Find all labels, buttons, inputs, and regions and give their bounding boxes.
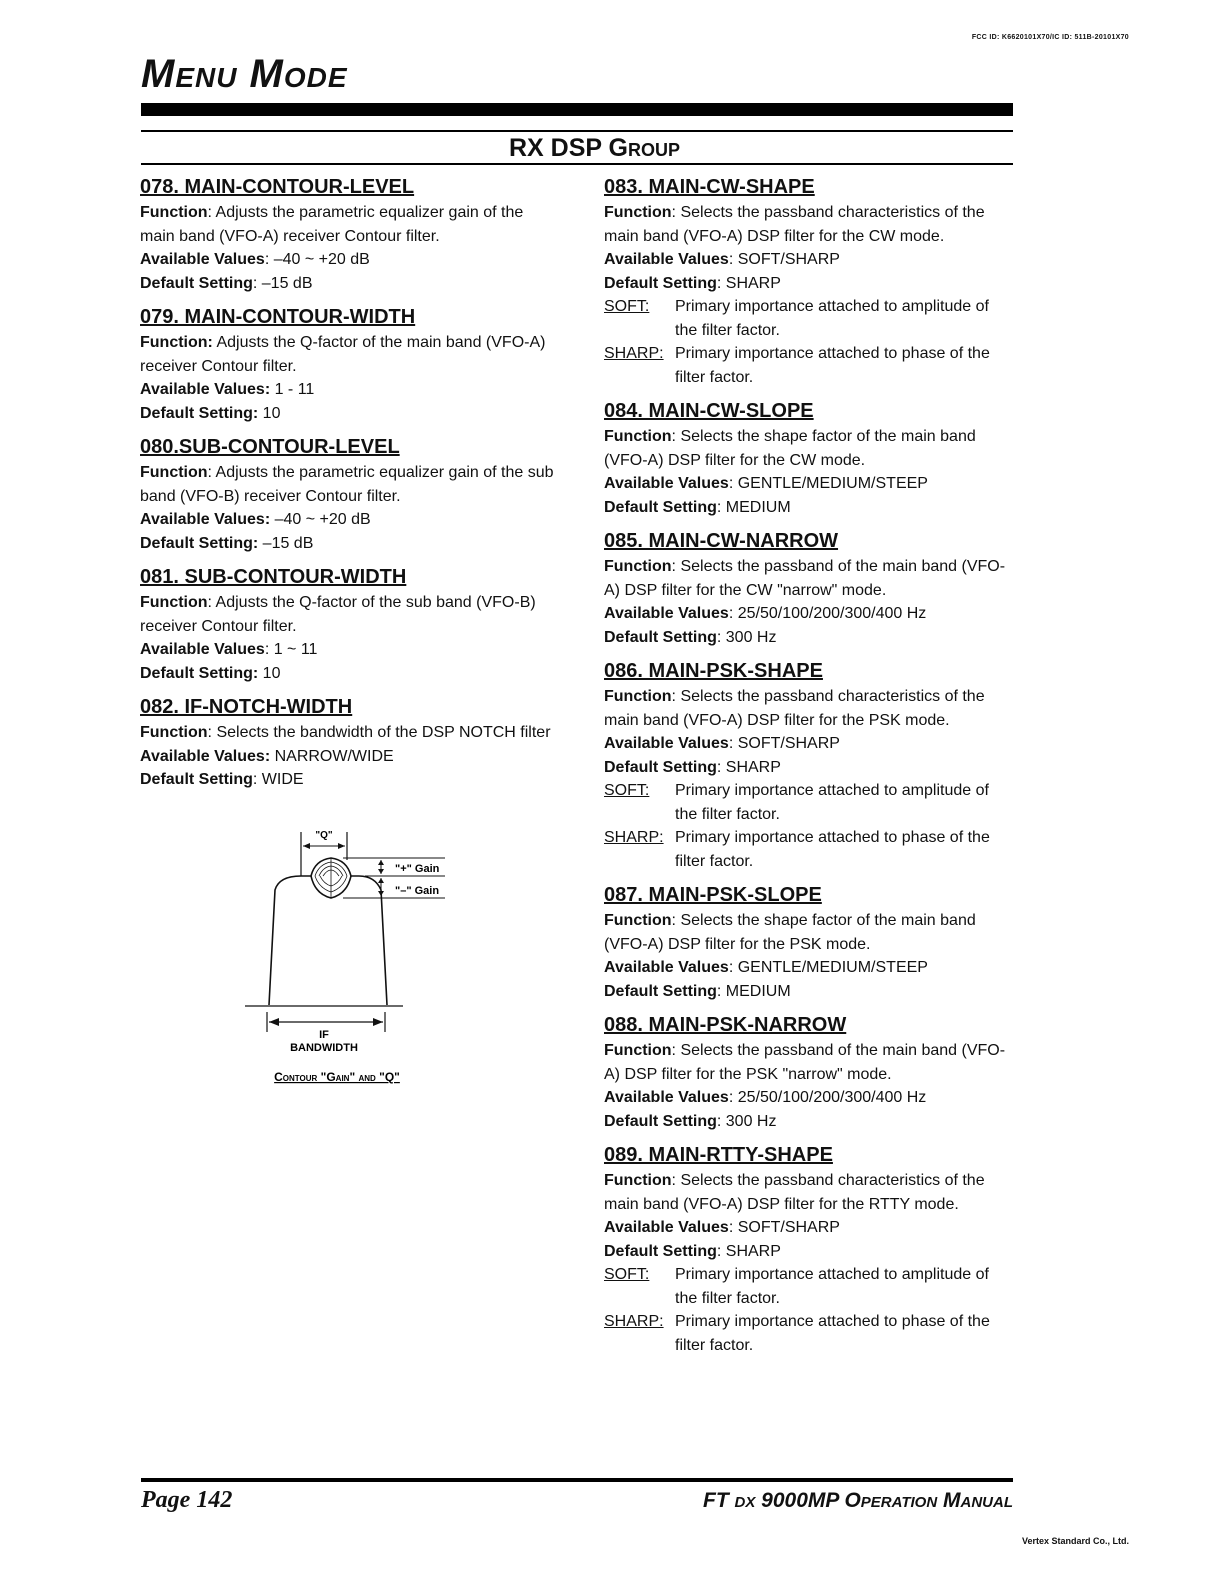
section-title: 078. MAIN-CONTOUR-LEVEL bbox=[140, 176, 415, 198]
available-values-row-label: Available Values: bbox=[140, 381, 271, 398]
default-setting-row-label: Default Setting bbox=[604, 758, 717, 776]
contour-diagram bbox=[235, 820, 475, 1090]
default-setting-row-label: Default Setting bbox=[604, 1112, 717, 1130]
default-setting-row bbox=[140, 662, 554, 686]
available-values-row-label: Available Values bbox=[604, 735, 729, 752]
option-note bbox=[604, 295, 1014, 342]
default-setting-row-label: Default Setting: bbox=[140, 404, 259, 422]
menu-item-section bbox=[140, 694, 554, 792]
default-setting-row-text: : WIDE bbox=[252, 771, 304, 788]
function-row-label: Function bbox=[604, 1042, 672, 1059]
function-row-label: Function bbox=[604, 204, 672, 221]
default-setting-row-text: : MEDIUM bbox=[716, 498, 791, 516]
available-values-row-text: : SOFT/SHARP bbox=[728, 735, 840, 752]
default-setting-row bbox=[140, 272, 554, 296]
available-values-row-label: Available Values: bbox=[140, 747, 271, 765]
function-row bbox=[140, 331, 554, 378]
available-values-row-text: : SOFT/SHARP bbox=[728, 251, 840, 268]
available-values-row bbox=[140, 638, 554, 662]
available-values-row-text: : –40 ~ +20 dB bbox=[264, 251, 370, 268]
option-note-key: SHARP: bbox=[604, 1313, 664, 1330]
menu-item-section bbox=[604, 528, 1014, 649]
diagram-caption: Contour "Gain" and "Q" bbox=[274, 1070, 400, 1084]
available-values-row bbox=[140, 508, 554, 532]
available-values-row-text: : 1 ~ 11 bbox=[264, 641, 318, 658]
available-values-row bbox=[140, 248, 554, 272]
function-row-label: Function bbox=[140, 724, 208, 741]
available-values-row-label: Available Values bbox=[140, 251, 265, 268]
section-title: 084. MAIN-CW-SLOPE bbox=[604, 400, 814, 422]
option-note bbox=[604, 1310, 1014, 1357]
available-values-row-label: Available Values bbox=[604, 251, 729, 268]
default-setting-row bbox=[140, 768, 554, 792]
default-setting-row bbox=[604, 496, 1014, 520]
section-title: 086. MAIN-PSK-SHAPE bbox=[604, 660, 823, 682]
available-values-row bbox=[604, 956, 1014, 980]
menu-item-section bbox=[604, 658, 1014, 873]
function-row-text: : Selects the passband characteristics of the main band (VFO-A) DSP filter for the RTTY mode. bbox=[604, 1172, 985, 1213]
function-row-label: Function bbox=[604, 428, 672, 445]
available-values-row-label: Available Values bbox=[604, 1219, 729, 1236]
function-row-text: : Adjusts the parametric equalizer gain of the sub band (VFO-B) receiver Contour filter. bbox=[140, 464, 554, 505]
default-setting-row-text: : SHARP bbox=[716, 758, 781, 776]
function-row-text: : Selects the passband characteristics of the main band (VFO-A) DSP filter for the CW mode. bbox=[604, 204, 985, 245]
menu-item-section bbox=[140, 434, 554, 555]
menu-item-section bbox=[604, 1012, 1014, 1133]
plus-gain-label: "+" Gain bbox=[395, 863, 440, 875]
function-row-label: Function bbox=[140, 464, 208, 481]
available-values-row bbox=[604, 1216, 1014, 1240]
section-title: 085. MAIN-CW-NARROW bbox=[604, 530, 839, 552]
available-values-row-label: Available Values: bbox=[140, 511, 271, 528]
function-row bbox=[604, 1169, 1014, 1216]
option-note-text: Primary importance attached to phase of the filter factor. bbox=[675, 829, 990, 870]
function-row-text: : Selects the shape factor of the main band (VFO-A) DSP filter for the CW mode. bbox=[604, 428, 976, 469]
section-title: 087. MAIN-PSK-SLOPE bbox=[604, 884, 822, 906]
available-values-row bbox=[140, 745, 554, 769]
option-note bbox=[604, 342, 1014, 389]
default-setting-row-text: : –15 dB bbox=[252, 274, 313, 292]
function-row-text: : Selects the shape factor of the main band (VFO-A) DSP filter for the PSK mode. bbox=[604, 912, 976, 953]
available-values-row bbox=[604, 248, 1014, 272]
default-setting-row bbox=[604, 756, 1014, 780]
minus-gain-label: "–" Gain bbox=[395, 885, 440, 897]
section-title: 083. MAIN-CW-SHAPE bbox=[604, 176, 815, 198]
manual-title: FT dx 9000MP Operation Manual bbox=[703, 1489, 1013, 1512]
function-row bbox=[604, 909, 1014, 956]
available-values-row bbox=[604, 1086, 1014, 1110]
default-setting-row-label: Default Setting bbox=[604, 1242, 717, 1260]
default-setting-row-label: Default Setting: bbox=[140, 534, 259, 552]
function-row-text: : Selects the bandwidth of the DSP NOTCH filter bbox=[207, 724, 551, 741]
available-values-row-text: : 25/50/100/200/300/400 Hz bbox=[728, 605, 927, 622]
default-setting-row bbox=[604, 980, 1014, 1004]
footer-rule bbox=[141, 1478, 1013, 1482]
option-note-key: SOFT: bbox=[604, 298, 650, 315]
function-row-text: : Selects the passband of the main band (VFO-A) DSP filter for the CW "narrow" mode. bbox=[604, 558, 1006, 599]
available-values-row bbox=[604, 602, 1014, 626]
default-setting-row-text: : 300 Hz bbox=[716, 628, 777, 646]
function-row-label: Function bbox=[140, 594, 208, 611]
menu-item-section bbox=[604, 398, 1014, 519]
option-note-key: SHARP: bbox=[604, 829, 664, 846]
available-values-row-text: NARROW/WIDE bbox=[270, 747, 394, 765]
default-setting-row-text: : MEDIUM bbox=[716, 982, 791, 1000]
default-setting-row-label: Default Setting: bbox=[140, 664, 259, 682]
available-values-row bbox=[140, 378, 554, 402]
function-row-label: Function bbox=[604, 912, 672, 929]
header-rule-thin bbox=[141, 130, 1013, 132]
q-label: "Q" bbox=[315, 830, 333, 841]
default-setting-row-label: Default Setting bbox=[140, 274, 253, 292]
default-setting-row-text: –15 dB bbox=[258, 534, 314, 552]
default-setting-row bbox=[604, 272, 1014, 296]
section-title: 079. MAIN-CONTOUR-WIDTH bbox=[140, 306, 416, 328]
default-setting-row bbox=[604, 1240, 1014, 1264]
option-note bbox=[604, 779, 1014, 826]
available-values-row-text: 1 - 11 bbox=[270, 381, 315, 398]
section-title: 088. MAIN-PSK-NARROW bbox=[604, 1014, 847, 1036]
option-note-key: SOFT: bbox=[604, 1266, 650, 1283]
group-title: RX DSP Group bbox=[508, 134, 680, 162]
menu-item-section bbox=[604, 174, 1014, 389]
default-setting-row-text: : 300 Hz bbox=[716, 1112, 777, 1130]
page-title: Menu Mode bbox=[141, 52, 348, 96]
menu-item-section bbox=[604, 1142, 1014, 1357]
default-setting-row-label: Default Setting bbox=[604, 982, 717, 1000]
function-row-text: Adjusts the Q-factor of the main band (VFO-A) receiver Contour filter. bbox=[140, 334, 546, 375]
option-note-text: Primary importance attached to amplitude of the filter factor. bbox=[675, 298, 989, 339]
function-row-label: Function bbox=[604, 688, 672, 705]
function-row bbox=[140, 721, 554, 745]
function-row-text: : Adjusts the parametric equalizer gain of the main band (VFO-A) receiver Contour filter. bbox=[140, 204, 524, 245]
function-row-text: : Adjusts the Q-factor of the sub band (VFO-B) receiver Contour filter. bbox=[140, 594, 536, 635]
option-note bbox=[604, 1263, 1014, 1310]
function-row-text: : Selects the passband characteristics of the main band (VFO-A) DSP filter for the PSK mode. bbox=[604, 688, 985, 729]
default-setting-row bbox=[604, 626, 1014, 650]
option-note-text: Primary importance attached to phase of the filter factor. bbox=[675, 1313, 990, 1354]
option-note-key: SHARP: bbox=[604, 345, 664, 362]
available-values-row-text: : GENTLE/MEDIUM/STEEP bbox=[728, 959, 928, 976]
default-setting-row-label: Default Setting bbox=[604, 498, 717, 516]
option-note-text: Primary importance attached to phase of the filter factor. bbox=[675, 345, 990, 386]
company-name: Vertex Standard Co., Ltd. bbox=[1021, 1536, 1129, 1546]
section-title: 080.SUB-CONTOUR-LEVEL bbox=[140, 436, 400, 458]
available-values-row-text: : GENTLE/MEDIUM/STEEP bbox=[728, 475, 928, 492]
menu-item-section bbox=[140, 564, 554, 685]
if-label: IF bbox=[319, 1029, 329, 1041]
group-rule bbox=[141, 163, 1013, 165]
default-setting-row-label: Default Setting bbox=[604, 274, 717, 292]
option-note bbox=[604, 826, 1014, 873]
function-row bbox=[140, 461, 554, 508]
default-setting-row-text: 10 bbox=[258, 664, 281, 682]
section-title: 082. IF-NOTCH-WIDTH bbox=[140, 696, 353, 718]
function-row bbox=[604, 685, 1014, 732]
default-setting-row-label: Default Setting bbox=[604, 628, 717, 646]
function-row bbox=[140, 201, 554, 248]
section-title: 089. MAIN-RTTY-SHAPE bbox=[604, 1144, 833, 1166]
function-row bbox=[604, 555, 1014, 602]
function-row-label: Function bbox=[604, 558, 672, 575]
option-note-text: Primary importance attached to amplitude of the filter factor. bbox=[675, 1266, 989, 1307]
default-setting-row-label: Default Setting bbox=[140, 771, 253, 788]
available-values-row-label: Available Values bbox=[604, 1089, 729, 1106]
default-setting-row bbox=[140, 532, 554, 556]
fcc-id-text: FCC ID: K6620101X70/IC ID: 511B-20101X70 bbox=[971, 34, 1129, 41]
right-column bbox=[604, 174, 1014, 1366]
function-row bbox=[604, 201, 1014, 248]
default-setting-row-text: 10 bbox=[258, 404, 281, 422]
function-row-label: Function bbox=[604, 1172, 672, 1189]
page-number: Page 142 bbox=[141, 1487, 233, 1513]
section-title: 081. SUB-CONTOUR-WIDTH bbox=[140, 566, 407, 588]
available-values-row-label: Available Values bbox=[604, 605, 729, 622]
default-setting-row bbox=[140, 402, 554, 426]
default-setting-row bbox=[604, 1110, 1014, 1134]
function-row bbox=[604, 425, 1014, 472]
available-values-row-label: Available Values bbox=[140, 641, 265, 658]
menu-item-section bbox=[604, 882, 1014, 1003]
function-row-label: Function: bbox=[140, 334, 213, 351]
default-setting-row-text: : SHARP bbox=[716, 274, 781, 292]
function-row bbox=[604, 1039, 1014, 1086]
function-row-label: Function bbox=[140, 204, 208, 221]
available-values-row-text: –40 ~ +20 dB bbox=[270, 511, 371, 528]
default-setting-row-text: : SHARP bbox=[716, 1242, 781, 1260]
function-row-text: : Selects the passband of the main band (VFO-A) DSP filter for the PSK "narrow" mode. bbox=[604, 1042, 1006, 1083]
bandwidth-label: BANDWIDTH bbox=[290, 1042, 358, 1054]
menu-item-section bbox=[140, 174, 554, 295]
available-values-row-label: Available Values bbox=[604, 475, 729, 492]
available-values-row bbox=[604, 732, 1014, 756]
left-column bbox=[140, 174, 554, 801]
available-values-row-label: Available Values bbox=[604, 959, 729, 976]
menu-item-section bbox=[140, 304, 554, 425]
available-values-row bbox=[604, 472, 1014, 496]
available-values-row-text: : SOFT/SHARP bbox=[728, 1219, 840, 1236]
available-values-row-text: : 25/50/100/200/300/400 Hz bbox=[728, 1089, 927, 1106]
header-rule-thick bbox=[141, 103, 1013, 116]
option-note-text: Primary importance attached to amplitude of the filter factor. bbox=[675, 782, 989, 823]
option-note-key: SOFT: bbox=[604, 782, 650, 799]
function-row bbox=[140, 591, 554, 638]
